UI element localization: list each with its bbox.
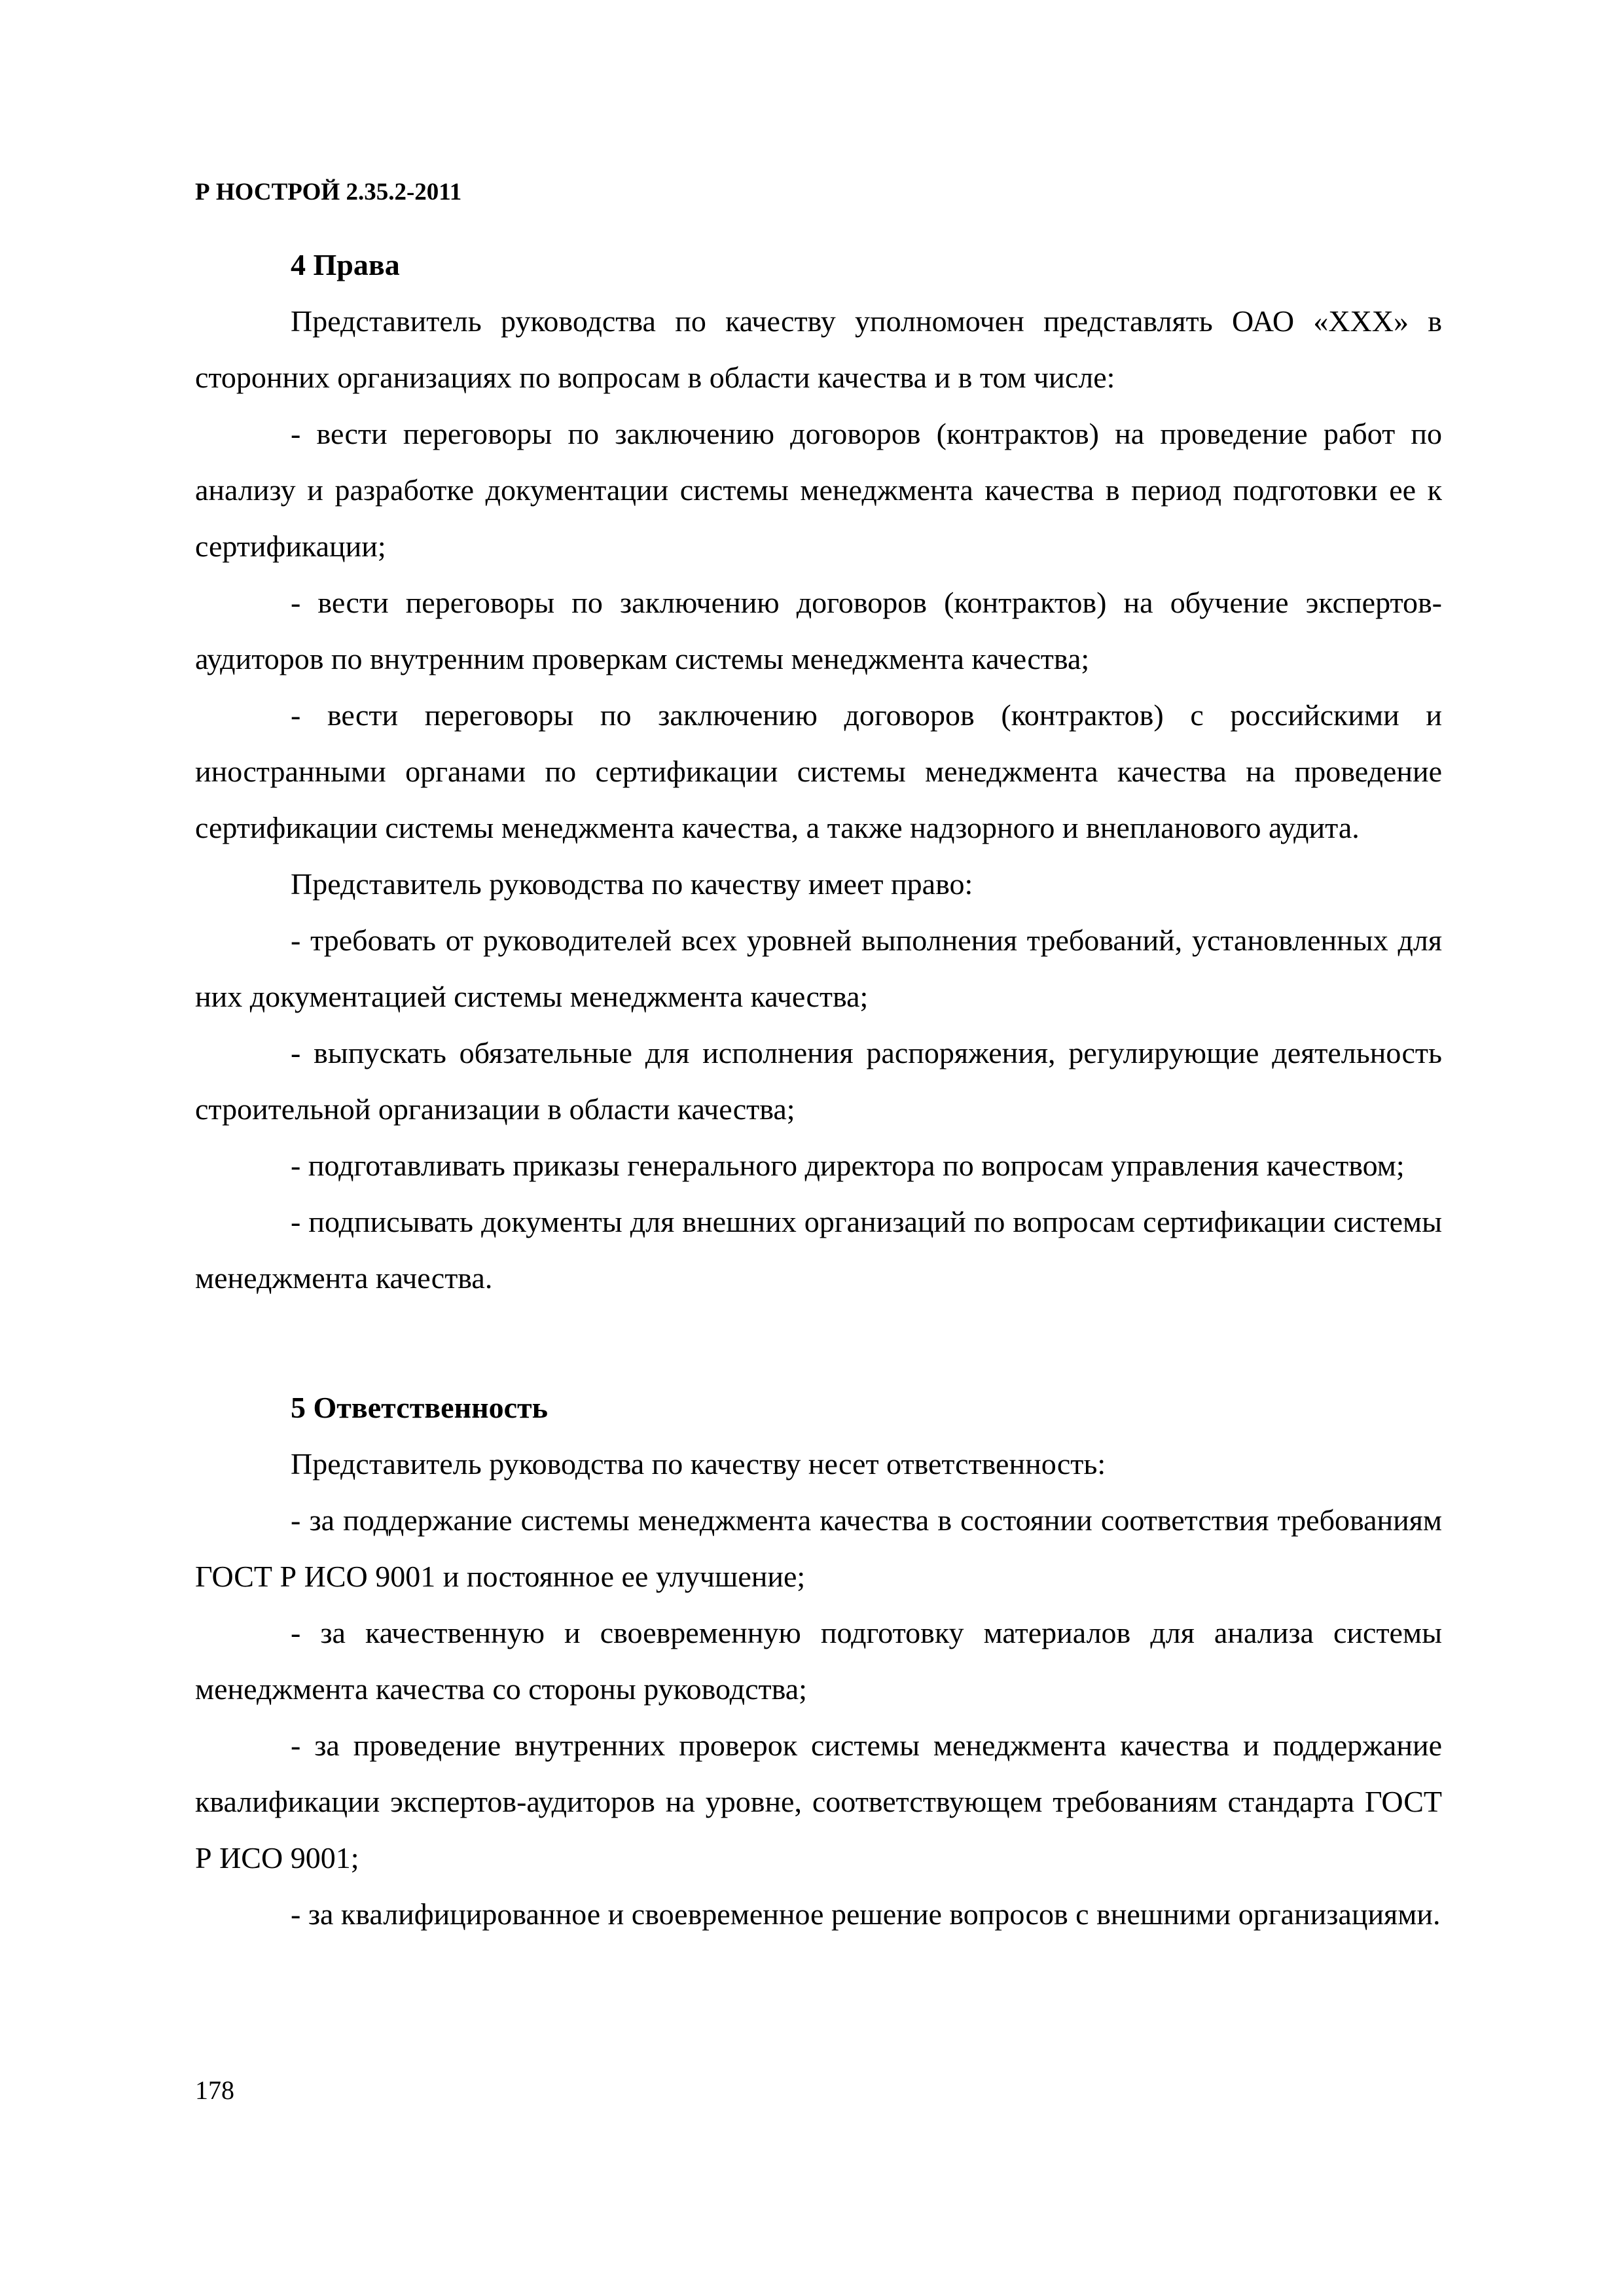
section-5-item-2: - за качественную и своевременную подготовку материалов для анализа системы менеджмента качества со стороны руководства; xyxy=(195,1616,1442,1706)
section-5-item-3: - за проведение внутренних проверок системы менеджмента качества и поддержание квалификации экспертов-аудиторов на уровне, соответствующем требованиям стандарта ГОСТ Р ИСО 9001; xyxy=(195,1729,1442,1874)
section-4-rights-intro: Представитель руководства по качеству имеет право: xyxy=(291,867,973,901)
section-4-right-4: - подписывать документы для внешних организаций по вопросам сертификации системы менеджмента качества. xyxy=(195,1205,1442,1295)
section-4-right-3: - подготавливать приказы генерального директора по вопросам управления качеством; xyxy=(291,1149,1405,1182)
section-5-item-4: - за квалифицированное и своевременное решение вопросов с внешними организациями. xyxy=(291,1897,1441,1931)
section-4-intro: Представитель руководства по качеству уполномочен представлять ОАО «ХХХ» в сторонних организациях по вопросам в области качества и в том числе: xyxy=(195,304,1442,394)
page-number: 178 xyxy=(195,2075,234,2105)
section-4-right-2: - выпускать обязательные для исполнения распоряжения, регулирующие деятельность строительной организации в области качества; xyxy=(195,1036,1442,1126)
section-4-item-2: - вести переговоры по заключению договоров (контрактов) на обучение экспертов-аудиторов по внутренним проверкам системы менеджмента качества; xyxy=(195,586,1442,675)
page-content xyxy=(195,237,1442,1943)
section-5-heading: 5 Ответственность xyxy=(291,1391,548,1424)
section-4-heading: 4 Права xyxy=(291,248,400,281)
section-5-intro: Представитель руководства по качеству несет ответственность: xyxy=(291,1447,1106,1480)
section-5-item-1: - за поддержание системы менеджмента качества в состоянии соответствия требованиям ГОСТ Р ИСО 9001 и постоянное ее улучшение; xyxy=(195,1503,1442,1593)
section-4-right-1: - требовать от руководителей всех уровней выполнения требований, установленных для них документацией системы менеджмента качества; xyxy=(195,924,1442,1013)
section-4-item-3: - вести переговоры по заключению договоров (контрактов) с российскими и иностранными органами по сертификации системы менеджмента качества на проведение сертификации системы менеджмента качества, а также надзорного и внепланового аудита. xyxy=(195,698,1442,844)
document-code-header: Р НОСТРОЙ 2.35.2-2011 xyxy=(195,179,462,206)
section-4-item-1: - вести переговоры по заключению договоров (контрактов) на проведение работ по анализу и разработке документации системы менеджмента качества в период подготовки ее к сертификации; xyxy=(195,417,1442,563)
